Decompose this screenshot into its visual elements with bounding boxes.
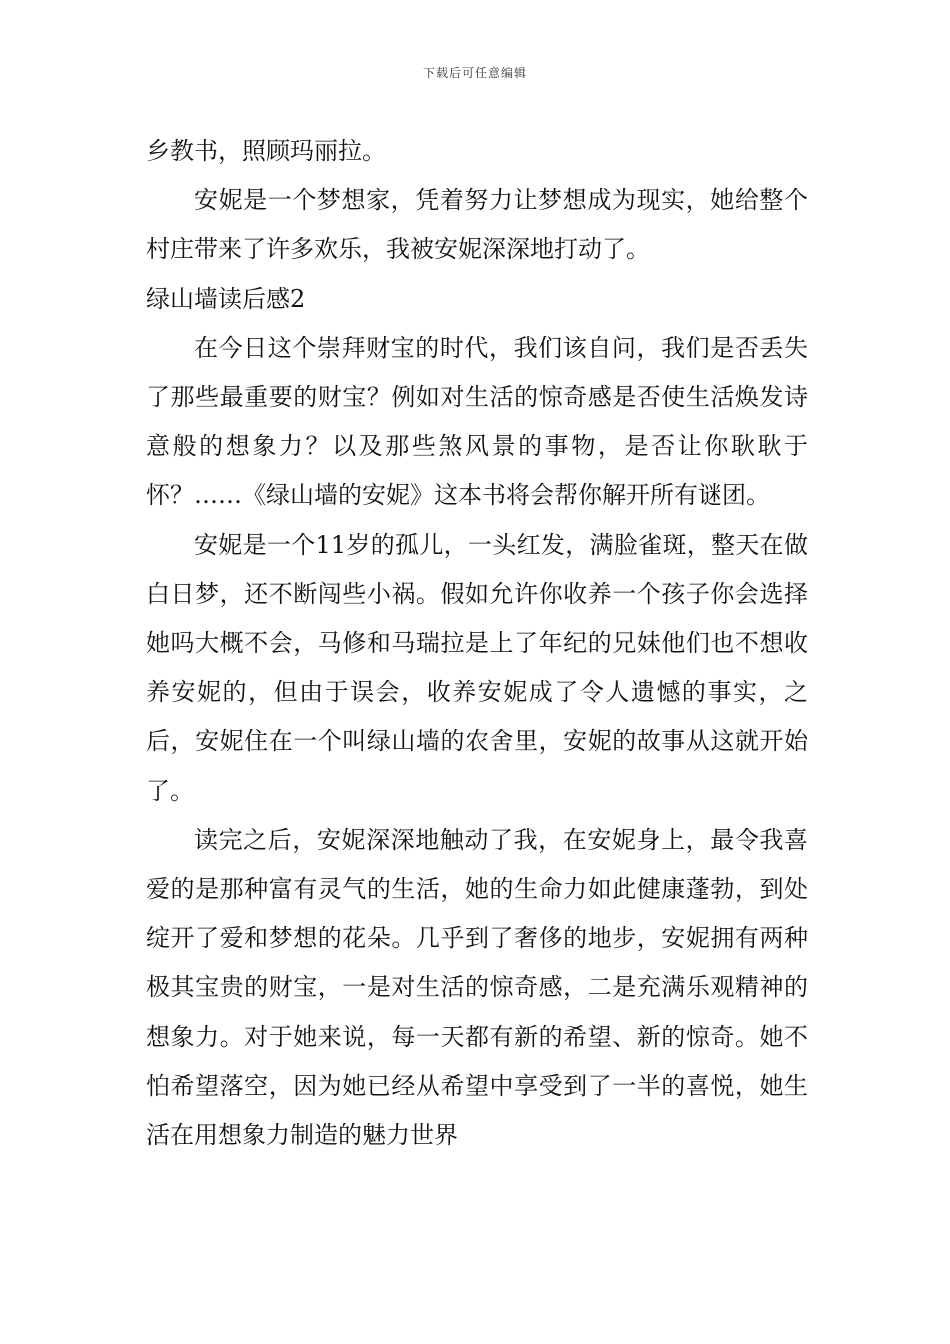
paragraph-4: 安妮是一个11岁的孤儿，一头红发，满脸雀斑，整天在做白日梦，还不断闯些小祸。假如允许你收养一个孩子你会选择她吗大概不会，马修和马瑞拉是上了年纪的兄妹他们也不想收养安妮的，但由于误会，收养安妮成了令人遗憾的事实，之后，安妮住在一个叫绿山墙的农舍里，安妮的故事从这就开始了。	[146, 530, 808, 805]
document-body	[146, 127, 808, 1160]
paragraph-1: 乡教书，照顾玛丽拉。	[146, 137, 386, 165]
header-note: 下载后可任意编辑	[422, 66, 527, 80]
paragraph-2: 安妮是一个梦想家，凭着努力让梦想成为现实，她给整个村庄带来了许多欢乐，我被安妮深深地打动了。	[146, 186, 808, 264]
paragraph-3: 在今日这个崇拜财宝的时代，我们该自问，我们是否丢失了那些最重要的财宝？例如对生活的惊奇感是否使生活焕发诗意般的想象力？以及那些煞风景的事物，是否让你耿耿于怀？……《绿山墙的安妮》这本书将会帮你解开所有谜团。	[146, 333, 808, 510]
section-title: 绿山墙读后感2	[146, 284, 306, 313]
paragraph-5: 读完之后，安妮深深地触动了我，在安妮身上，最令我喜爱的是那种富有灵气的生活，她的生命力如此健康蓬勃，到处绽开了爱和梦想的花朵。几乎到了奢侈的地步，安妮拥有两种极其宝贵的财宝，一是对生活的惊奇感，二是充满乐观精神的想象力。对于她来说，每一天都有新的希望、新的惊奇。她不怕希望落空，因为她已经从希望中享受到了一半的喜悦，她生活在用想象力制造的魅力世界	[146, 825, 808, 1150]
